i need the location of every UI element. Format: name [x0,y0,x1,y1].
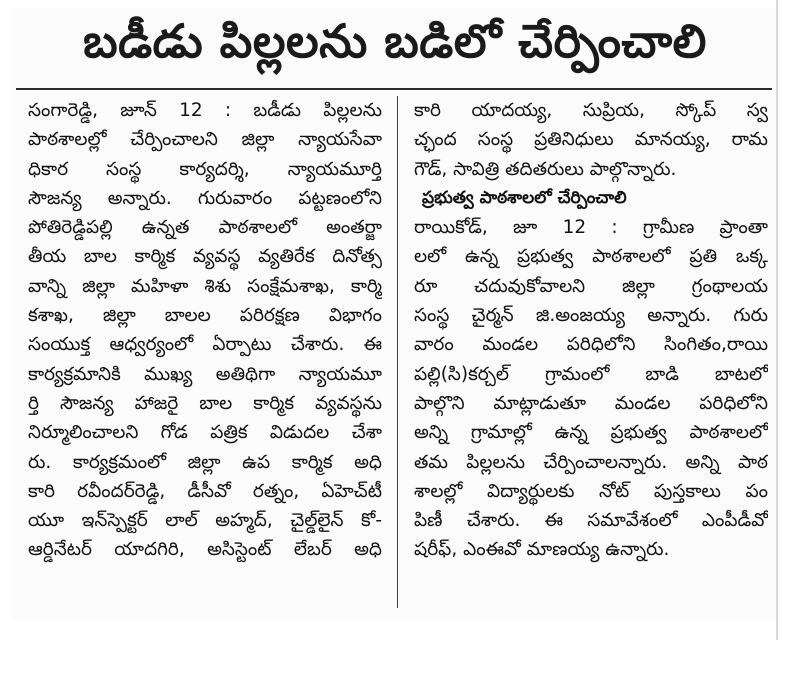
right-line: పిణీ చేశారు. ఈ సమావేశంలో ఎంపీడీవో [414,510,768,532]
right-line: పాల్గొని మాట్లాడుతూ మండల పరిధిలోని [414,392,768,414]
left-line: తీయ బాల కార్మిక వ్యవస్థ వ్యతిరేక దినోత్స [28,246,382,268]
right-line: లలో ఉన్న ప్రభుత్వ పాఠశాలలో ప్రతి ఒక్క [414,246,768,268]
headline-rule [16,88,772,90]
right-line: పల్లి(సి)కర్చల్ గ్రామంలో బాడి బాటలో [414,363,768,385]
left-line: సంయుక్త ఆధ్వర్యంలో ఏర్పాటు చేశారు. ఈ [28,334,382,356]
right-line: చ్ఛంద సంస్థ ప్రతినిధులు మానయ్య, రామ [414,129,768,151]
right-line: సంస్థ చైర్మన్ జి.అంజయ్య అన్నారు. గురు [414,305,768,327]
left-line: వాన్ని జిల్లా మహిళా శిశు సంక్షేమశాఖ, కార్మి [28,275,382,297]
page-edge [776,0,778,640]
left-line: కారి రవీందర్‌రెడ్డి, డీసీవో రత్నం, ఏహెచ్‌టీ [28,480,382,502]
left-line: సంగారెడ్డి, జూన్ 12 : బడీడు పిల్లలను [28,100,382,121]
left-line: పాఠశాలల్లో చేర్పించాలని జిల్లా న్యాయసేవా [28,129,382,151]
right-line: కారి యాదయ్య, సుప్రియ, స్కోప్ స్వ [414,100,768,121]
subheading: ప్రభుత్వ పాఠశాలలో చేర్పించాలి [422,187,627,208]
left-line: ఆర్డినేటర్ యాదగిరి, అసిస్టెంట్ లేబర్ అధి [28,539,382,561]
right-line: అన్ని గ్రామాల్లో ఉన్న ప్రభుత్వ పాఠశాలలో [414,422,768,444]
right-line: షరీఫ్, ఎంఈవో మాణయ్య ఉన్నారు. [414,539,670,561]
right-line: శాలల్లో విద్యార్థులకు నోట్ పుస్తకాలు పం [414,480,768,502]
right-column [414,96,768,565]
right-line: గౌడ్, సావిత్రి తదితరులు పాల్గొన్నారు. [414,158,677,180]
right-line: వారం మండల పరిధిలోని సింగితం,రాయి [414,334,768,356]
headline: బడీడు పిల్లలను బడిలో చేర్పించాలి [83,14,707,68]
left-line: కశాఖ, జిల్లా బాలల పరిరక్షణ విభాగం [28,305,382,327]
left-line: ధికార సంస్థ కార్యదర్శి, న్యాయమూర్తి [28,158,382,180]
right-line: రూ చదువుకోవాలని జిల్లా గ్రంథాలయ [414,275,768,297]
right-line: రాయికోడ్, జూ 12 : గ్రామీణ ప్రాంతా [414,217,768,239]
left-line: కార్యక్రమానికి ముఖ్య అతిథిగా న్యాయమూ [28,363,382,385]
left-line: ర్తి సౌజన్య హాజరై బాల కార్మిక వ్యవస్థను [28,392,382,414]
left-line: పోతిరెడ్డిపల్లి ఉన్నత పాఠశాలలో అంతర్జా [28,217,382,239]
column-divider [397,96,398,608]
left-line: నిర్మూలించాలని గోడ పత్రిక విడుదల చేశా [28,422,382,444]
left-line: యూ ఇన్‌స్పెక్టర్ లాల్ అహ్మద్, చైల్డ్‌లైన్ కో- [28,510,382,532]
left-line: రు. కార్యక్రమంలో జిల్లా ఉప కార్మిక అధి [28,451,382,473]
left-line: సౌజన్య అన్నారు. గురువారం పట్టణంలోని [28,187,382,209]
left-column [28,96,382,565]
right-line: తమ పిల్లలను చేర్పించాలన్నారు. అన్ని పాఠ [414,451,768,473]
